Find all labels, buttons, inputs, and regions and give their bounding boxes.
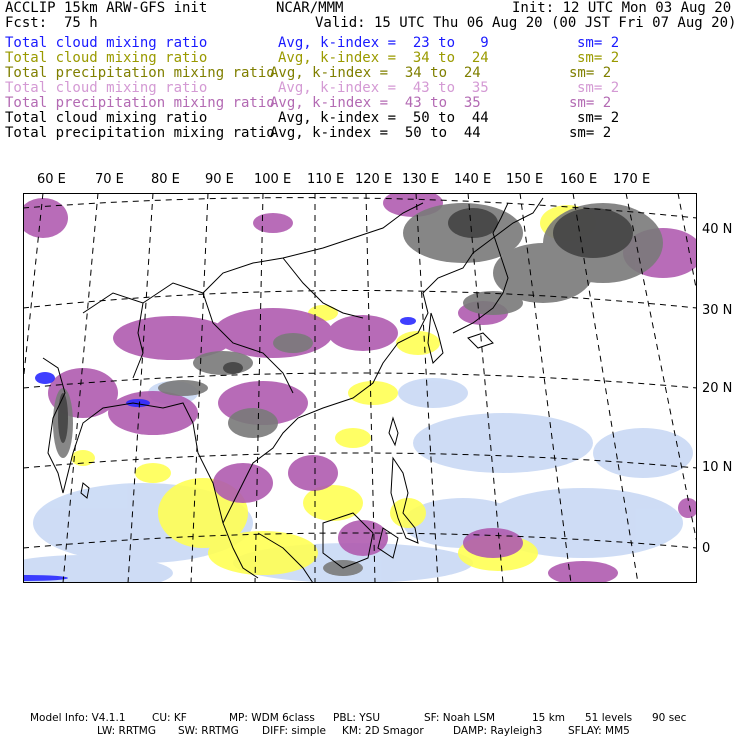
lon-label-150e: 150 E (506, 172, 544, 187)
legend-field-1: Total cloud mixing ratio (5, 50, 208, 66)
model-info-mp: MP: WDM 6class (229, 712, 315, 724)
legend-field-2: Total precipitation mixing ratio (5, 65, 275, 81)
lat-label-0: 0 (702, 541, 711, 556)
model-info-damp: DAMP: Rayleigh3 (453, 725, 543, 737)
lon-label-140e: 140 E (454, 172, 492, 187)
model-title: ACCLIP 15km ARW-GFS init (5, 0, 208, 16)
legend-field-5: Total cloud mixing ratio (5, 110, 208, 126)
lon-label-70e: 70 E (95, 172, 124, 187)
forecast-map (23, 193, 697, 583)
legend-field-3: Total cloud mixing ratio (5, 80, 208, 96)
legend-sm-2: sm= 2 (569, 65, 612, 81)
lon-label-100e: 100 E (254, 172, 292, 187)
legend-field-4: Total precipitation mixing ratio (5, 95, 275, 111)
legend-avg-2: Avg, k-index = 34 to 24 (270, 65, 481, 81)
legend-sm-1: sm= 2 (577, 50, 620, 66)
valid-time: Valid: 15 UTC Thu 06 Aug 20 (00 JST Fri 07 Aug 20) (315, 15, 737, 31)
model-info-res: 15 km (532, 712, 566, 724)
lon-label-60e: 60 E (37, 172, 66, 187)
legend-sm-5: sm= 2 (577, 110, 620, 126)
lon-label-160e: 160 E (560, 172, 598, 187)
legend-avg-0: Avg, k-index = 23 to 9 (278, 35, 489, 51)
model-info-pbl: PBL: YSU (333, 712, 381, 724)
lat-label-20n: 20 N (702, 381, 733, 396)
legend-avg-3: Avg, k-index = 43 to 35 (278, 80, 489, 96)
lon-label-80e: 80 E (151, 172, 180, 187)
fcst-value: 75 h (64, 15, 98, 31)
center-label: NCAR/MMM (276, 0, 344, 16)
model-info-cu: Model Info: V4.1.1 (30, 712, 126, 724)
model-info-dt: 90 sec (652, 712, 687, 724)
lon-label-110e: 110 E (307, 172, 345, 187)
legend-field-0: Total cloud mixing ratio (5, 35, 208, 51)
model-info-sw: SW: RRTMG (178, 725, 239, 737)
lat-label-10n: 10 N (702, 460, 733, 475)
fcst-label: Fcst: (5, 15, 48, 31)
lon-label-120e: 120 E (355, 172, 393, 187)
model-info-diff: DIFF: simple (262, 725, 326, 737)
model-info-km: KM: 2D Smagor (342, 725, 424, 737)
lat-label-30n: 30 N (702, 303, 733, 318)
init-time: Init: 12 UTC Mon 03 Aug 20 (512, 0, 732, 16)
model-info-sf: SF: Noah LSM (424, 712, 496, 724)
legend-sm-4: sm= 2 (569, 95, 612, 111)
lon-label-130e: 130 E (402, 172, 440, 187)
legend-field-6: Total precipitation mixing ratio (5, 125, 275, 141)
legend-avg-4: Avg, k-index = 43 to 35 (270, 95, 481, 111)
legend-avg-1: Avg, k-index = 34 to 24 (278, 50, 489, 66)
legend-sm-0: sm= 2 (577, 35, 620, 51)
legend-avg-5: Avg, k-index = 50 to 44 (278, 110, 489, 126)
model-info-sflay: SFLAY: MM5 (568, 725, 630, 737)
model-info-lw: LW: RRTMG (97, 725, 156, 737)
legend-sm-6: sm= 2 (569, 125, 612, 141)
model-info-levels: 51 levels (585, 712, 633, 724)
legend-avg-6: Avg, k-index = 50 to 44 (270, 125, 481, 141)
lon-label-90e: 90 E (205, 172, 234, 187)
legend-sm-3: sm= 2 (577, 80, 620, 96)
lon-label-170e: 170 E (613, 172, 651, 187)
model-info-cu2: CU: KF (152, 712, 187, 724)
lat-label-40n: 40 N (702, 222, 733, 237)
